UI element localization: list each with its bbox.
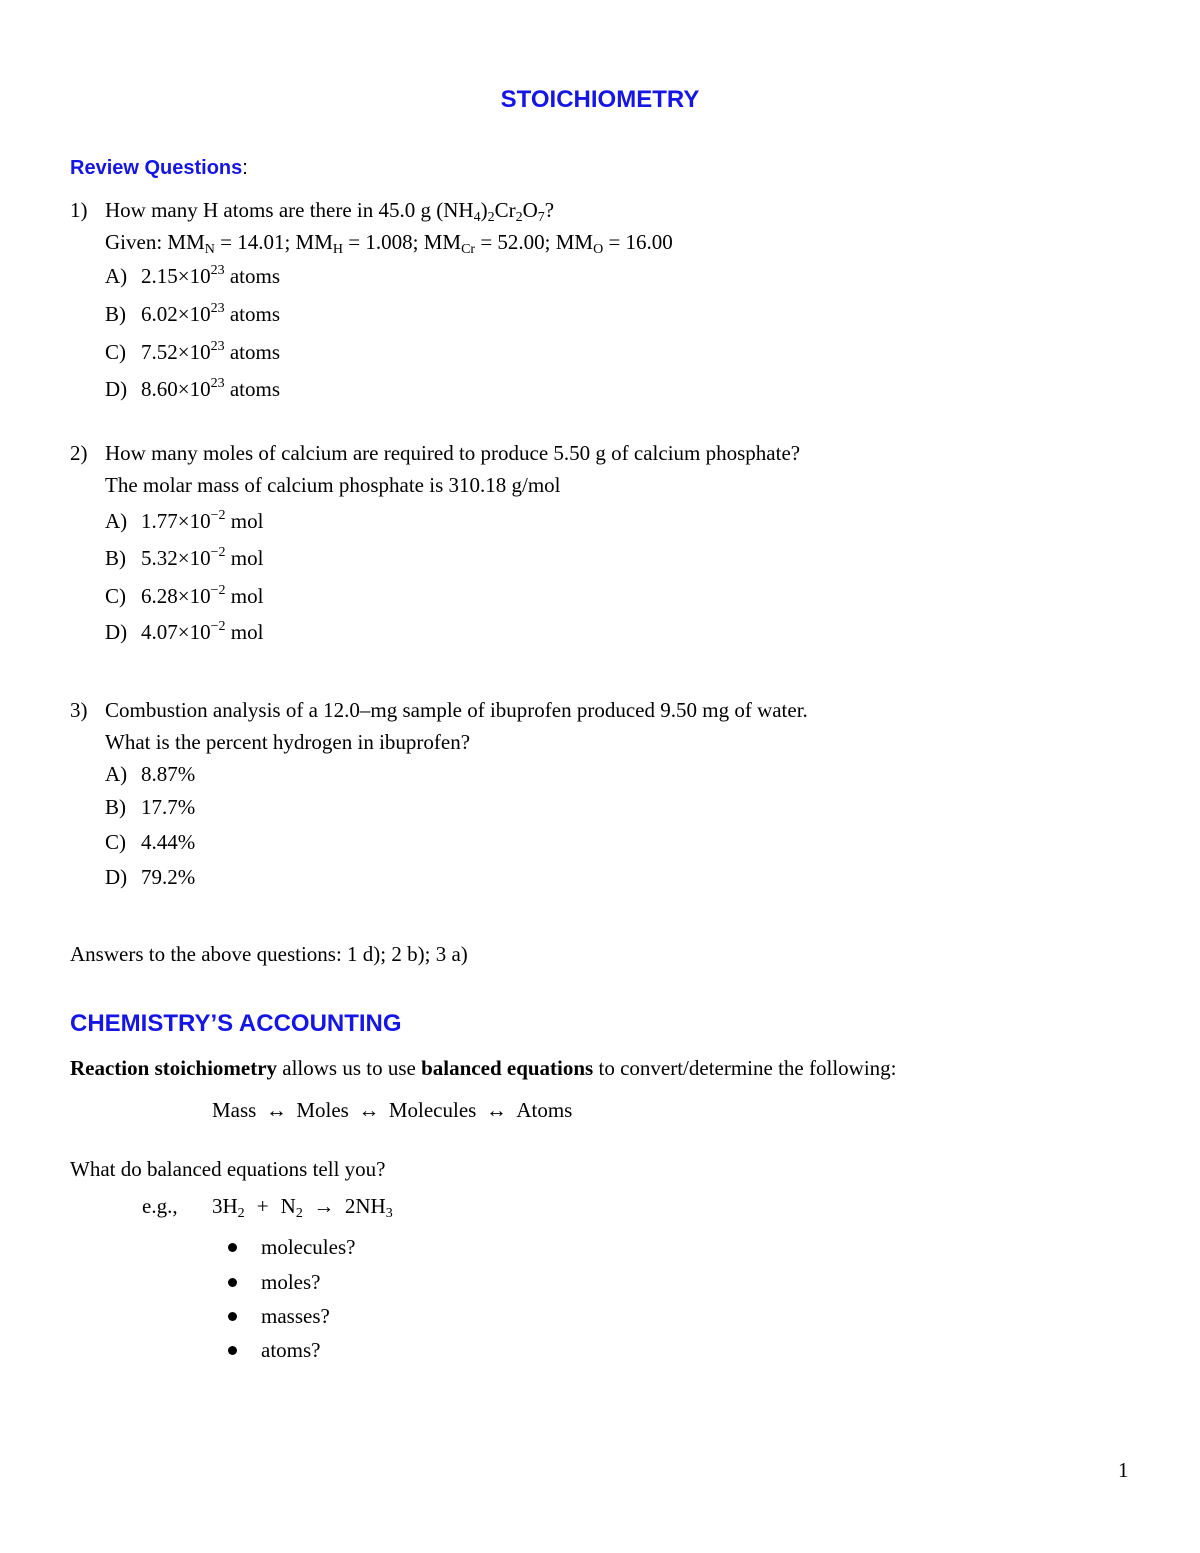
bullet-icon <box>228 1312 237 1321</box>
given-part: = 52.00; MM <box>475 230 594 254</box>
eq-sub: 2 <box>237 1206 245 1221</box>
q3-option-c <box>105 830 195 855</box>
option-mantissa: 6.28×10 <box>141 584 211 608</box>
q1-text-part: O <box>522 198 538 222</box>
paragraph-text: to convert/determine the following: <box>593 1056 897 1080</box>
review-label-colon: : <box>242 157 248 179</box>
option-value: 17.7% <box>141 795 196 819</box>
q3-option-d <box>105 865 195 890</box>
option-unit: mol <box>225 546 264 570</box>
option-unit: atoms <box>224 340 281 364</box>
bullet-item <box>228 1304 330 1329</box>
double-arrow-icon: ↔ <box>265 1098 287 1122</box>
bullet-item <box>228 1338 320 1363</box>
option-letter: D) <box>105 620 128 644</box>
option-exponent: 23 <box>210 376 225 391</box>
option-exponent: 23 <box>210 339 225 354</box>
review-questions-label <box>70 157 248 180</box>
given-sub: O <box>593 242 604 257</box>
stoichiometry-paragraph <box>70 1056 896 1081</box>
q1-sub: 2 <box>515 210 523 225</box>
eq-plus: + <box>256 1194 269 1218</box>
option-exponent: −2 <box>210 545 226 560</box>
option-value: 79.2% <box>141 865 196 889</box>
bullet-text: atoms? <box>261 1338 321 1362</box>
q1-text-part: ? <box>544 198 555 222</box>
given-sub: H <box>332 242 344 257</box>
option-letter: C) <box>105 340 126 364</box>
option-unit: mol <box>225 509 264 533</box>
option-mantissa: 4.07×10 <box>141 620 211 644</box>
q1-option-d <box>105 377 280 402</box>
q1-sub: 7 <box>537 210 545 225</box>
bullet-text: masses? <box>261 1304 330 1328</box>
option-letter: A) <box>105 762 128 786</box>
given-part: = 16.00 <box>603 230 673 254</box>
chain-item: Atoms <box>516 1098 573 1122</box>
eq-sub: 2 <box>295 1206 303 1221</box>
bold-term: balanced equations <box>421 1056 594 1080</box>
option-unit: atoms <box>224 302 281 326</box>
bold-term: Reaction stoichiometry <box>70 1056 278 1080</box>
q1-option-c <box>105 340 280 365</box>
q1-text-part: How many H atoms are there in 45.0 g (NH <box>105 198 474 222</box>
option-letter: A) <box>105 264 128 288</box>
option-exponent: −2 <box>210 508 226 523</box>
question-1-given <box>105 230 673 255</box>
chain-item: Molecules <box>388 1098 477 1122</box>
question-2-number: 2) <box>70 441 88 465</box>
q1-text-part: ) <box>480 198 488 222</box>
q2-option-c <box>105 584 263 609</box>
chain-item: Moles <box>296 1098 349 1122</box>
q1-sub: 4 <box>473 210 481 225</box>
q1-text-part: Cr <box>494 198 516 222</box>
q1-option-b <box>105 302 280 327</box>
arrow-right-icon: → <box>313 1194 335 1218</box>
option-letter: D) <box>105 377 128 401</box>
example-equation <box>212 1194 393 1219</box>
question-2-line2: The molar mass of calcium phosphate is 310.18 g/mol <box>105 473 561 497</box>
question-3-line2: What is the percent hydrogen in ibuprofen? <box>105 730 471 754</box>
eq-part: 3H <box>212 1194 238 1218</box>
option-mantissa: 6.02×10 <box>141 302 211 326</box>
option-exponent: 23 <box>210 263 225 278</box>
question-3-number: 3) <box>70 698 88 722</box>
question-3-text: Combustion analysis of a 12.0–mg sample of ibuprofen produced 9.50 mg of water. <box>105 698 808 722</box>
option-letter: B) <box>105 795 126 819</box>
option-letter: C) <box>105 584 126 608</box>
q2-option-b <box>105 546 263 571</box>
eq-sub: 3 <box>385 1206 393 1221</box>
bullet-icon <box>228 1243 237 1252</box>
given-part: Given: MM <box>105 230 205 254</box>
option-mantissa: 7.52×10 <box>141 340 211 364</box>
question-1-number: 1) <box>70 198 88 222</box>
option-letter: C) <box>105 830 126 854</box>
balanced-equations-question: What do balanced equations tell you? <box>70 1157 386 1181</box>
option-exponent: 23 <box>210 301 225 316</box>
given-sub: N <box>204 242 215 257</box>
bullet-text: molecules? <box>261 1235 356 1259</box>
question-1-text <box>105 198 554 223</box>
option-mantissa: 1.77×10 <box>141 509 211 533</box>
given-sub: Cr <box>461 242 476 257</box>
section-heading: CHEMISTRY’S ACCOUNTING <box>70 1010 402 1037</box>
bullet-item <box>228 1270 320 1295</box>
answers-line: Answers to the above questions: 1 d); 2 b); 3 a) <box>70 942 468 966</box>
option-letter: B) <box>105 302 126 326</box>
bullet-text: moles? <box>261 1270 321 1294</box>
bullet-icon <box>228 1278 237 1287</box>
question-2-text: How many moles of calcium are required to produce 5.50 g of calcium phosphate? <box>105 441 801 465</box>
paragraph-text: allows us to use <box>277 1056 422 1080</box>
option-value: 4.44% <box>141 830 196 854</box>
q1-option-a <box>105 264 280 289</box>
option-value: 8.87% <box>141 762 196 786</box>
conversion-chain <box>212 1098 572 1123</box>
page-title: STOICHIOMETRY <box>500 86 700 113</box>
option-mantissa: 5.32×10 <box>141 546 211 570</box>
option-unit: atoms <box>224 377 281 401</box>
page-number: 1 <box>1118 1458 1129 1482</box>
chain-item: Mass <box>212 1098 257 1122</box>
review-label-text: Review Questions <box>70 157 243 179</box>
bullet-icon <box>228 1346 237 1355</box>
option-unit: atoms <box>224 264 281 288</box>
option-exponent: −2 <box>210 619 226 634</box>
example-label: e.g., <box>142 1194 178 1218</box>
q3-option-b <box>105 795 195 820</box>
double-arrow-icon: ↔ <box>358 1098 380 1122</box>
double-arrow-icon: ↔ <box>485 1098 507 1122</box>
eq-part: N <box>280 1194 296 1218</box>
q3-option-a <box>105 762 195 787</box>
option-letter: A) <box>105 509 128 533</box>
option-mantissa: 8.60×10 <box>141 377 211 401</box>
option-mantissa: 2.15×10 <box>141 264 211 288</box>
option-letter: B) <box>105 546 126 570</box>
given-part: = 1.008; MM <box>343 230 462 254</box>
given-part: = 14.01; MM <box>214 230 333 254</box>
eq-part: 2NH <box>344 1194 386 1218</box>
option-unit: mol <box>225 620 264 644</box>
q1-sub: 2 <box>487 210 495 225</box>
bullet-item <box>228 1235 355 1260</box>
option-letter: D) <box>105 865 128 889</box>
option-unit: mol <box>225 584 264 608</box>
q2-option-a <box>105 509 263 534</box>
q2-option-d <box>105 620 263 645</box>
option-exponent: −2 <box>210 583 226 598</box>
